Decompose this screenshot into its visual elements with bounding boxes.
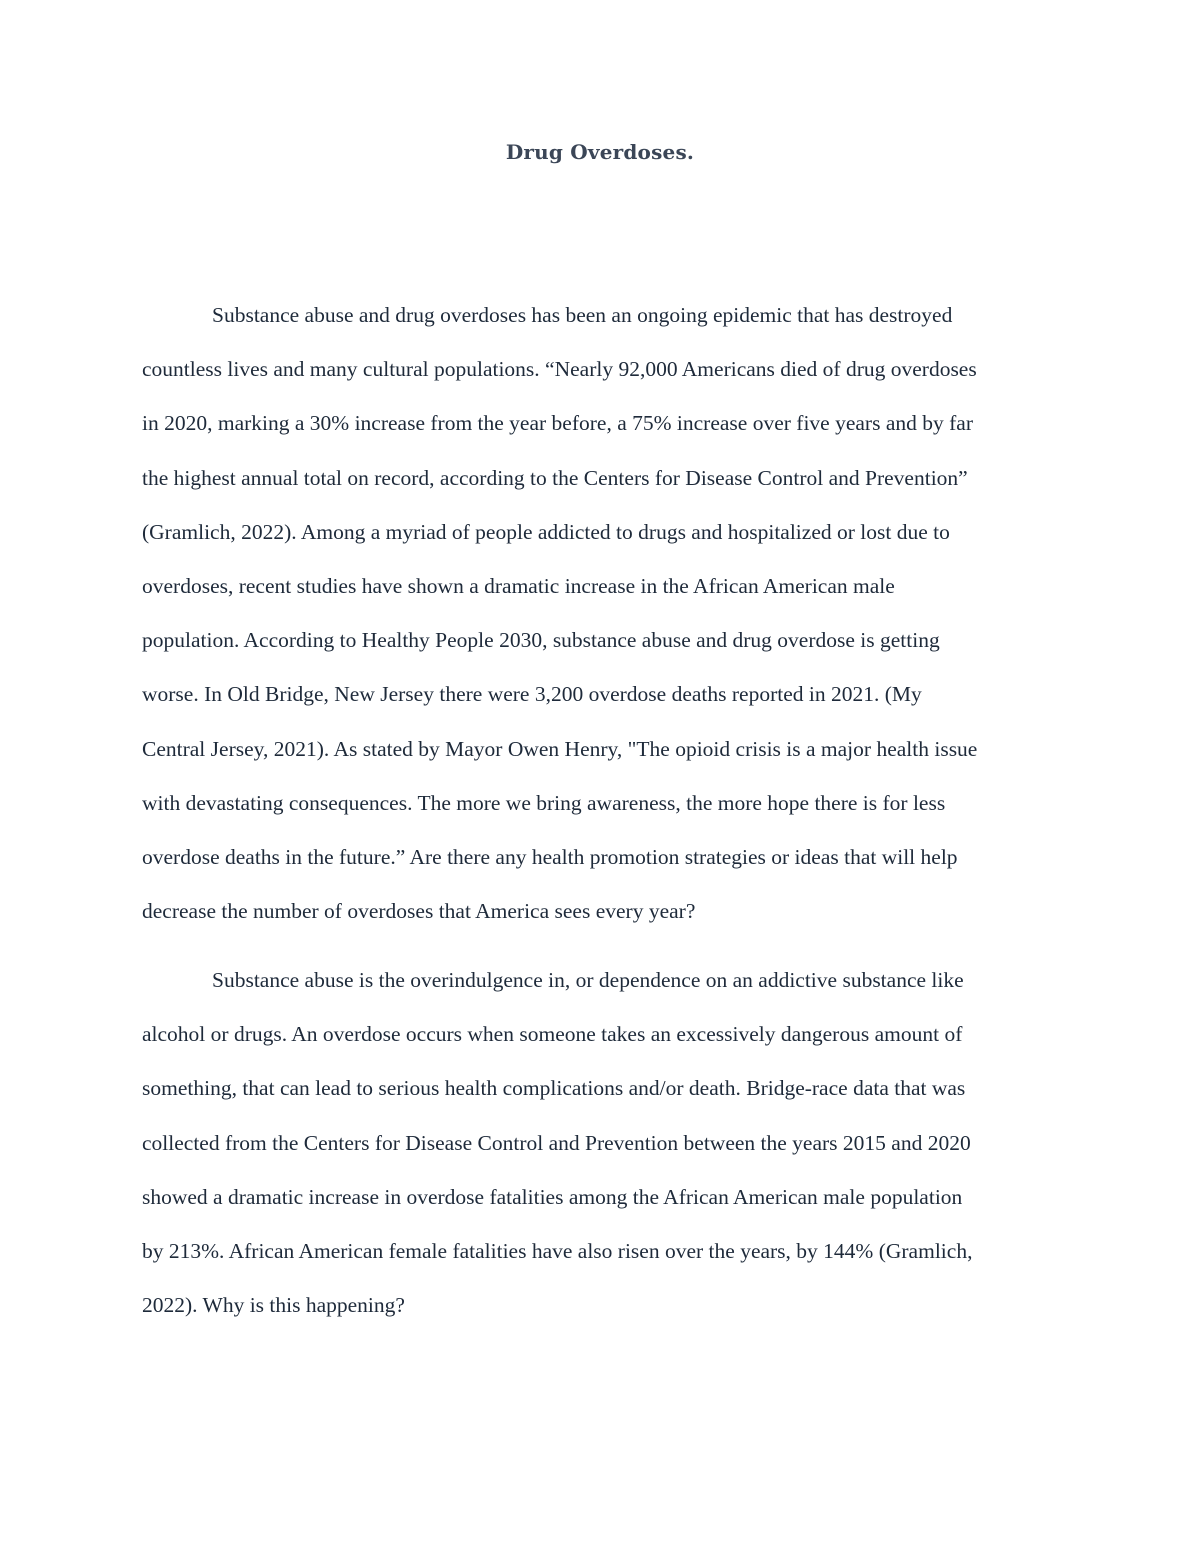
paragraph-line: with devastating consequences. The more we bring awareness, the more hope there is for less (142, 790, 946, 815)
paragraph-line: decrease the number of overdoses that America sees every year? (142, 899, 696, 924)
paragraph-line: (Gramlich, 2022). Among a myriad of people addicted to drugs and hospitalized or lost due to (142, 519, 950, 544)
paragraph-line: by 213%. African American female fatalities have also risen over the years, by 144% (Gramlich, (142, 1238, 973, 1263)
document-title: Drug Overdoses. (505, 140, 695, 164)
paragraph-line: 2022). Why is this happening? (142, 1293, 405, 1318)
paragraph-line: Substance abuse is the overindulgence in, or dependence on an addictive substance like (212, 968, 964, 992)
paragraph-line: Central Jersey, 2021). As stated by Mayor Owen Henry, "The opioid crisis is a major health issue (142, 736, 978, 761)
paragraph-line: overdose deaths in the future.” Are there any health promotion strategies or ideas that will help (142, 844, 958, 869)
paragraph-line: population. According to Healthy People 2030, substance abuse and drug overdose is getting (142, 628, 940, 653)
paragraph-line: something, that can lead to serious health complications and/or death. Bridge-race data that was (142, 1076, 966, 1101)
paragraph-line: Substance abuse and drug overdoses has been an ongoing epidemic that has destroyed (212, 303, 953, 327)
paragraph-line: collected from the Centers for Disease Control and Prevention between the years 2015 and 2020 (142, 1130, 971, 1155)
paragraph-1 (142, 288, 1060, 938)
paragraph-line: worse. In Old Bridge, New Jersey there were 3,200 overdose deaths reported in 2021. (My (142, 682, 922, 707)
paragraph-2 (142, 953, 1060, 1332)
paragraph-line: the highest annual total on record, according to the Centers for Disease Control and Prevention” (142, 465, 968, 490)
paragraph-line: in 2020, marking a 30% increase from the year before, a 75% increase over five years and by far (142, 411, 973, 436)
paragraph-line: alcohol or drugs. An overdose occurs when someone takes an excessively dangerous amount of (142, 1022, 963, 1047)
paragraph-line: overdoses, recent studies have shown a dramatic increase in the African American male (142, 573, 895, 598)
paragraph-line: showed a dramatic increase in overdose fatalities among the African American male population (142, 1184, 963, 1209)
paragraph-line: countless lives and many cultural populations. “Nearly 92,000 Americans died of drug overdoses (142, 357, 977, 382)
